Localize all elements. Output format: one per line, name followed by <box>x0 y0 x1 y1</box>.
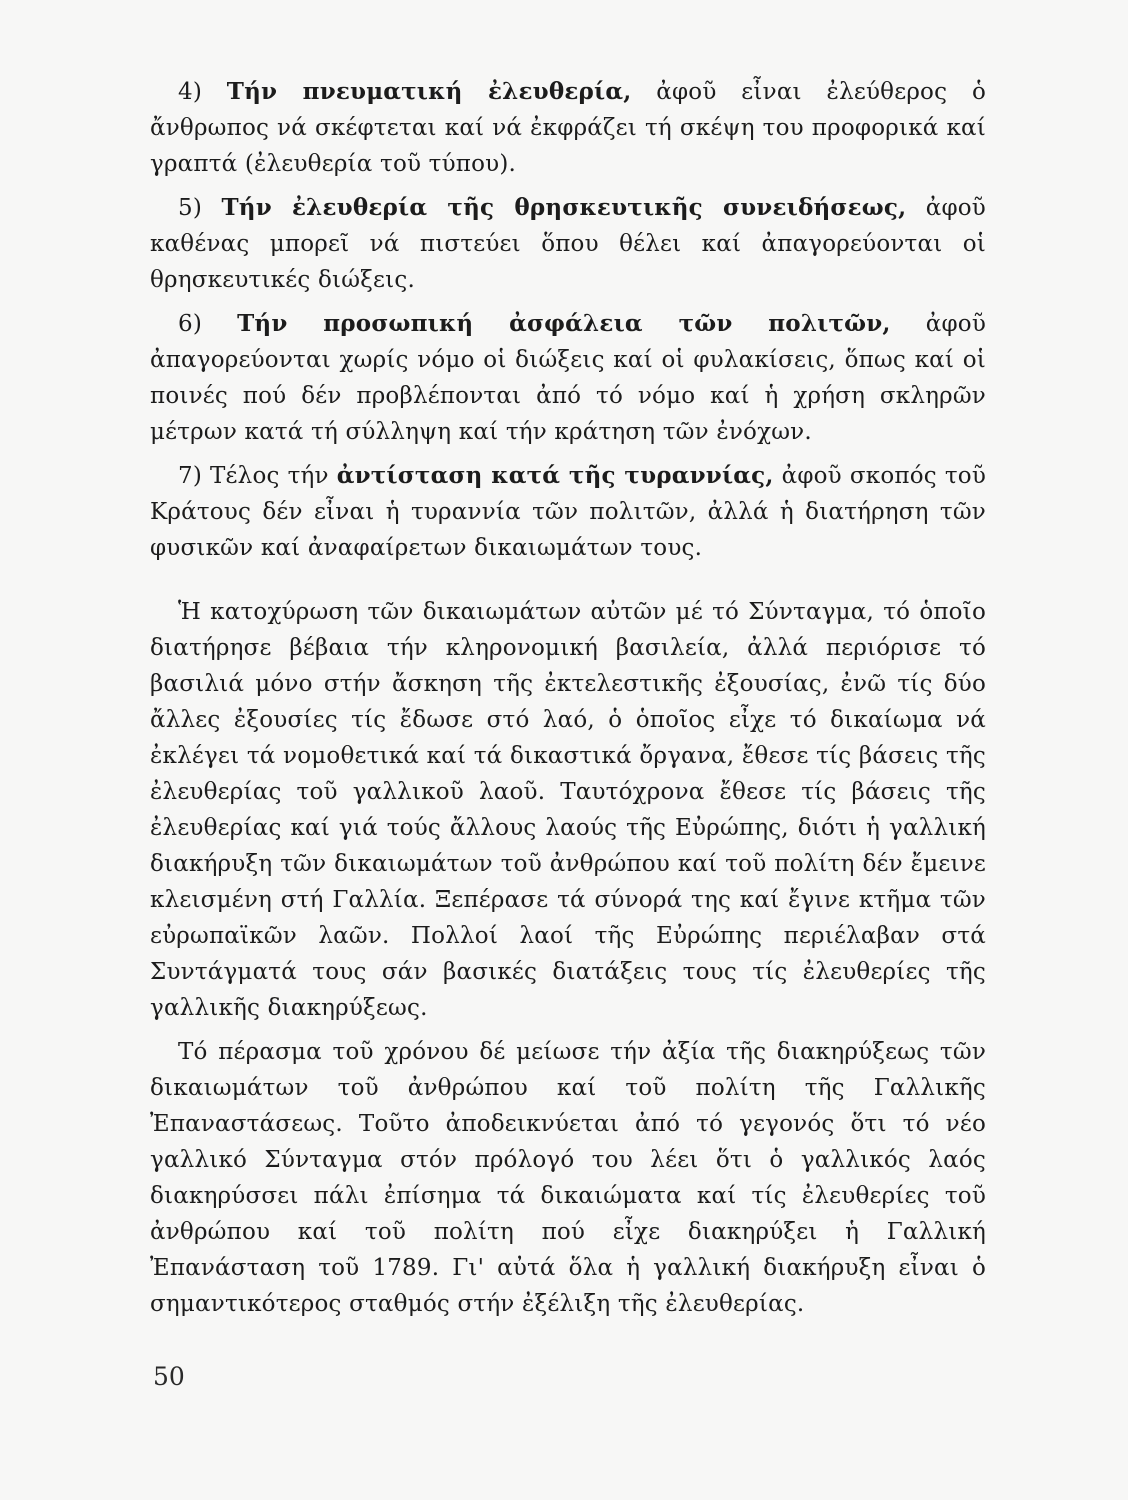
page-number: 50 <box>153 1362 185 1391</box>
item-text: ἀφοῦ εἶναι ἐλεύθερος ὁ ἄνθρωπος νά σκέφτεται καί νά ἐκφράζει τή σκέψη του προφορικά καί γραπτά (ἐλευθερία τοῦ τύπου). <box>150 79 986 177</box>
body-text <box>150 74 986 1330</box>
paragraph-item-4 <box>150 74 986 182</box>
item-text: ἀφοῦ ἀπαγορεύονται χωρίς νόμο οἱ διώξεις καί οἱ φυλακίσεις, ὅπως καί οἱ ποινές πού δέν προβλέπονται ἀπό τό νόμο καί ἡ χρήση σκληρῶν μέτρων κατά τή σύλληψη καί τήν κράτηση τῶν ἐνόχων. <box>150 311 986 445</box>
item-heading: Τήν πνευματική ἐλευθερία, <box>226 78 632 105</box>
paragraph-text: Ἡ κατοχύρωση τῶν δικαιωμάτων αὐτῶν μέ τό Σύνταγμα, τό ὁποῖο διατήρησε βέβαια τήν κληρονομική βασιλεία, ἀλλά περιόρισε τό βασιλιά μόνο στήν ἄσκηση τῆς ἐκτελεστικῆς ἐξουσίας, ἐνῶ τίς δύο ἄλλες ἐξουσίες τίς ἔδωσε στό λαό, ὁ ὁποῖος εἶχε τό δικαίωμα νά ἐκλέγει τά νομοθετικά καί τά δικαστικά ὄργανα, ἔθεσε τίς βάσεις τῆς ἐλευθερίας τοῦ γαλλικοῦ λαοῦ. Ταυτόχρονα ἔθεσε τίς βάσεις τῆς ἐλευθερίας καί γιά τούς ἄλλους λαούς τῆς Εὐρώπης, διότι ἡ γαλλική διακήρυξη τῶν δικαιωμάτων τοῦ ἀνθρώπου καί τοῦ πολίτη δέν ἔμεινε κλεισμένη στή Γαλλία. Ξεπέρασε τά σύνορά της καί ἔγινε κτῆμα τῶν εὐρωπαϊκῶν λαῶν. Πολλοί λαοί τῆς Εὐρώπης περιέλαβαν στά Συντάγματά τους σάν βασικές διατάξεις τους τίς ἐλευθερίες τῆς γαλλικῆς διακηρύξεως. <box>150 599 986 1021</box>
paragraph-constitution <box>150 594 986 1026</box>
item-heading: Τήν προσωπική ἀσφάλεια τῶν πολιτῶν, <box>237 310 891 337</box>
paragraph-item-7 <box>150 458 986 566</box>
item-number: 4) <box>178 79 227 105</box>
item-number: 6) <box>178 311 238 337</box>
item-heading: Τήν ἐλευθερία τῆς θρησκευτικῆς συνειδήσεως, <box>221 194 907 221</box>
paragraph-text: Τό πέρασμα τοῦ χρόνου δέ μείωσε τήν ἀξία τῆς διακηρύξεως τῶν δικαιωμάτων τοῦ ἀνθρώπου καί τοῦ πολίτη τῆς Γαλλικῆς Ἐπαναστάσεως. Τοῦτο ἀποδεικνύεται ἀπό τό γεγονός ὅτι τό νέο γαλλικό Σύνταγμα στόν πρόλογό του λέει ὅτι ὁ γαλλικός λαός διακηρύσσει πάλι ἐπίσημα τά δικαιώματα καί τίς ἐλευθερίες τοῦ ἀνθρώπου καί τοῦ πολίτη πού εἶχε διακηρύξει ἡ Γαλλική Ἐπανάσταση τοῦ 1789. Γι' αὐτά ὅλα ἡ γαλλική διακήρυξη εἶναι ὁ σημαντικότερος σταθμός στήν ἐξέλιξη τῆς ἐλευθερίας. <box>150 1039 986 1317</box>
item-number: 5) <box>178 195 222 221</box>
paragraph-item-6 <box>150 306 986 450</box>
item-text: ἀφοῦ σκοπός τοῦ Κράτους δέν εἶναι ἡ τυραννία τῶν πολιτῶν, ἀλλά ἡ διατήρηση τῶν φυσικῶν καί ἀναφαίρετων δικαιωμάτων τους. <box>150 463 987 561</box>
paragraph-conclusion <box>150 1034 986 1322</box>
item-text: ἀφοῦ καθένας μπορεῖ νά πιστεύει ὅπου θέλει καί ἀπαγορεύονται οἱ θρησκευτικές διώξεις. <box>150 195 986 293</box>
paragraph-item-5 <box>150 190 986 298</box>
item-heading: ἀντίσταση κατά τῆς τυραννίας, <box>336 462 774 489</box>
item-number: 7) Τέλος τήν <box>178 463 337 489</box>
